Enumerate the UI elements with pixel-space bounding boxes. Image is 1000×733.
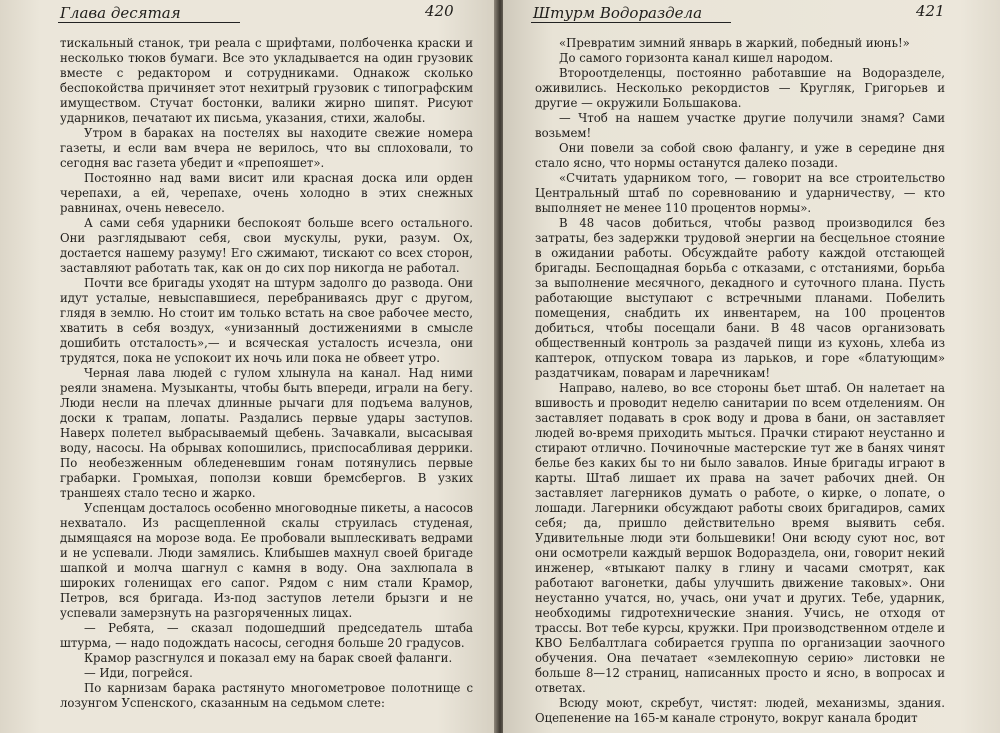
right-page-body xyxy=(535,36,945,726)
page-number-left: 420 xyxy=(425,2,454,20)
paragraph: Они повели за собой свою фалангу, и уже в середине дня стало ясно, что нормы останутся далеко позади. xyxy=(535,141,945,170)
header-rule xyxy=(58,22,240,23)
paragraph: — Ребята, — сказал подошедший председатель штаба штурма, — надо подождать насосы, сегодня больше 20 градусов. xyxy=(60,621,473,650)
paragraph: Утром в бараках на постелях вы находите свежие номера газеты, и если вам вчера не верилось, что вы сплоховали, то сегодня вас газета убедит и «препояшет». xyxy=(60,126,473,170)
left-page xyxy=(0,0,497,733)
paragraph: Направо, налево, во все стороны бьет штаб. Он налетает на вшивость и проводит неделю санитарии по всем отделениям. Он заставляет подавать в срок воду и дрова в бани, он заставляет людей во-время приходить мыться. Прачки стирают неустанно и стирают отлично. Починочные мастерские тут же в банях чинят белье без каких бы то ни было завалов. Иные бригады играют в карты. Штаб лишает их права на зачет рабочих дней. Он заставляет лагерников думать о работе, о кирке, о лопате, о лошади. Лагерники обсуждают работы своих бригадиров, самих себя; да, пришло действительно время выявить себя. Удивительные люди эти большевики! Они всюду суют нос, вот они осмотрели каждый вершок Водораздела, они, говорит некий инженер, «втыкают палку в глину и часами смотрят, как работают вагонетки, дабы улучшить движение таковых». Они неустанно учатся, но, учась, они учат и других. Тебе, ударник, необходимы гидротехнические знания. Учись, не отходя от трассы. Вот тебе курсы, кружки. При производственном отделе и КВО Белбалтлага собирается группа по организации заочного обучения. Она печатает «землекопную серию» листовки не больше 8—12 страниц, написанных просто и ясно, в вопросах и ответах. xyxy=(535,381,945,695)
paragraph: «Превратим зимний январь в жаркий, победный июнь!» xyxy=(559,36,910,50)
paragraph: До самого горизонта канал кишел народом. xyxy=(559,51,834,65)
paragraph: — Чтоб на нашем участке другие получили знамя? Сами возьмем! xyxy=(535,111,945,140)
paragraph: Успенцам досталось особенно многоводные пикеты, а насосов нехватало. Из расщепленной скалы струилась студеная, дымящаяся на морозе вода. Ее пробовали выплескивать ведрами и не успевали. Люди замялись. Клибышев махнул своей бригаде шапкой и молча шагнул с камня в воду. Она захлюпала в широких голенищах его сапог. Рядом с ним стали Крамор, Петров, вся бригада. Из-под заступов летели брызги и не успевали замерзнуть на разгоряченных лицах. xyxy=(60,501,473,620)
header-rule xyxy=(531,22,731,23)
left-page-body xyxy=(60,36,473,711)
paragraph: Черная лава людей с гулом хлынула на канал. Над ними реяли знамена. Музыканты, чтобы быть впереди, играли на бегу. Люди несли на плечах длинные рычаги для подъема валунов, доски к трапам, лопаты. Раздались первые удары заступов. Наверх полетел выбрасываемый щебень. Зачавкали, высасывая воду, насосы. На обрывах копошились, приспосабливая деррики. По необезженным обледеневшим гонам потянулись первые грабарки. Громыхая, поползи ковши бремсбергов. В узких траншеях стало тесно и жарко. xyxy=(60,366,473,500)
paragraph: Постоянно над вами висит или красная доска или орден черепахи, а ей, черепахе, очень холодно в этих снежных равнинах, очень невесело. xyxy=(60,171,473,215)
paragraph: Крамор разсгнулся и показал ему на барак своей фаланги. xyxy=(84,651,453,665)
page-number-right: 421 xyxy=(916,2,945,20)
section-title: Штурм Водораздела xyxy=(533,4,703,22)
right-page-header xyxy=(503,2,1000,24)
left-page-header xyxy=(0,2,497,24)
paragraph: Всюду моют, скребут, чистят: людей, механизмы, здания. Оцепенение на 165-м канале стронуто, вокруг канала бродит xyxy=(535,696,945,725)
paragraph: — Иди, погрейся. xyxy=(84,666,193,680)
paragraph: А сами себя ударники беспокоят больше всего остального. Они разглядывают себя, свои мускулы, руки, разум. Ох, достается нашему разуму! Его сжимают, тискают со всех сторон, заставляют работать так, как он до сих пор никогда не работал. xyxy=(60,216,473,275)
paragraph: Второотделенцы, постоянно работавшие на Водоразделе, оживились. Несколько рекордистов — Кругляк, Григорьев и другие — окружили Большакова. xyxy=(535,66,945,110)
paragraph: В 48 часов добиться, чтобы развод производился без затраты, без задержки трудовой энергии на бесцельное стояние в ожидании работы. Обсуждайте работу каждой отстающей бригады. Беспощадная борьба с отказами, с отстаниями, борьба за выполнение месячного, декадного и суточного плана. Пусть работающие выступают с встречными планами. Побелить помещения, снабдить их инвентарем, на 100 процентов добиться, чтобы посещали бани. В 48 часов организовать общественный контроль за раздачей пищи из кухонь, хлеба из каптерок, отпуском товара из ларьков, и горе «блатующим» раздатчикам, поварам и ларечникам! xyxy=(535,216,945,380)
chapter-title: Глава десятая xyxy=(60,4,181,22)
right-page xyxy=(503,0,1000,733)
paragraph: По карнизам барака растянуто многометровое полотнище с лозунгом Успенского, сказанным на седьмом слете: xyxy=(60,681,473,710)
paragraph: «Считать ударником того, — говорит на все строительство Центральный штаб по соревнованию и ударничеству, — кто выполняет не менее 110 процентов нормы». xyxy=(535,171,945,215)
paragraph: тискальный станок, три реала с шрифтами, полбоченка краски и несколько тюков бумаги. Все это укладывается на один грузовик вместе с редактором и сотрудниками. Однакож сколько беспокойства причиняет этот нехитрый грузовик с типографским имуществом. Стучат бостонки, валики жирно шипят. Рисуют ударников, печатают их письма, указания, стихи, жалобы. xyxy=(60,36,473,125)
paragraph: Почти все бригады уходят на штурм задолго до развода. Они идут усталые, невыспавшиеся, перебраниваясь друг с другом, глядя в землю. Но стоит им только встать на свое рабочее место, хватить в себя воздух, «унизанный достижениями в смысле дошибить отсталость»,— и всяческая усталость исчезла, они трудятся, пока не успокоит их ночь или пока не обвеет утро. xyxy=(60,276,473,365)
